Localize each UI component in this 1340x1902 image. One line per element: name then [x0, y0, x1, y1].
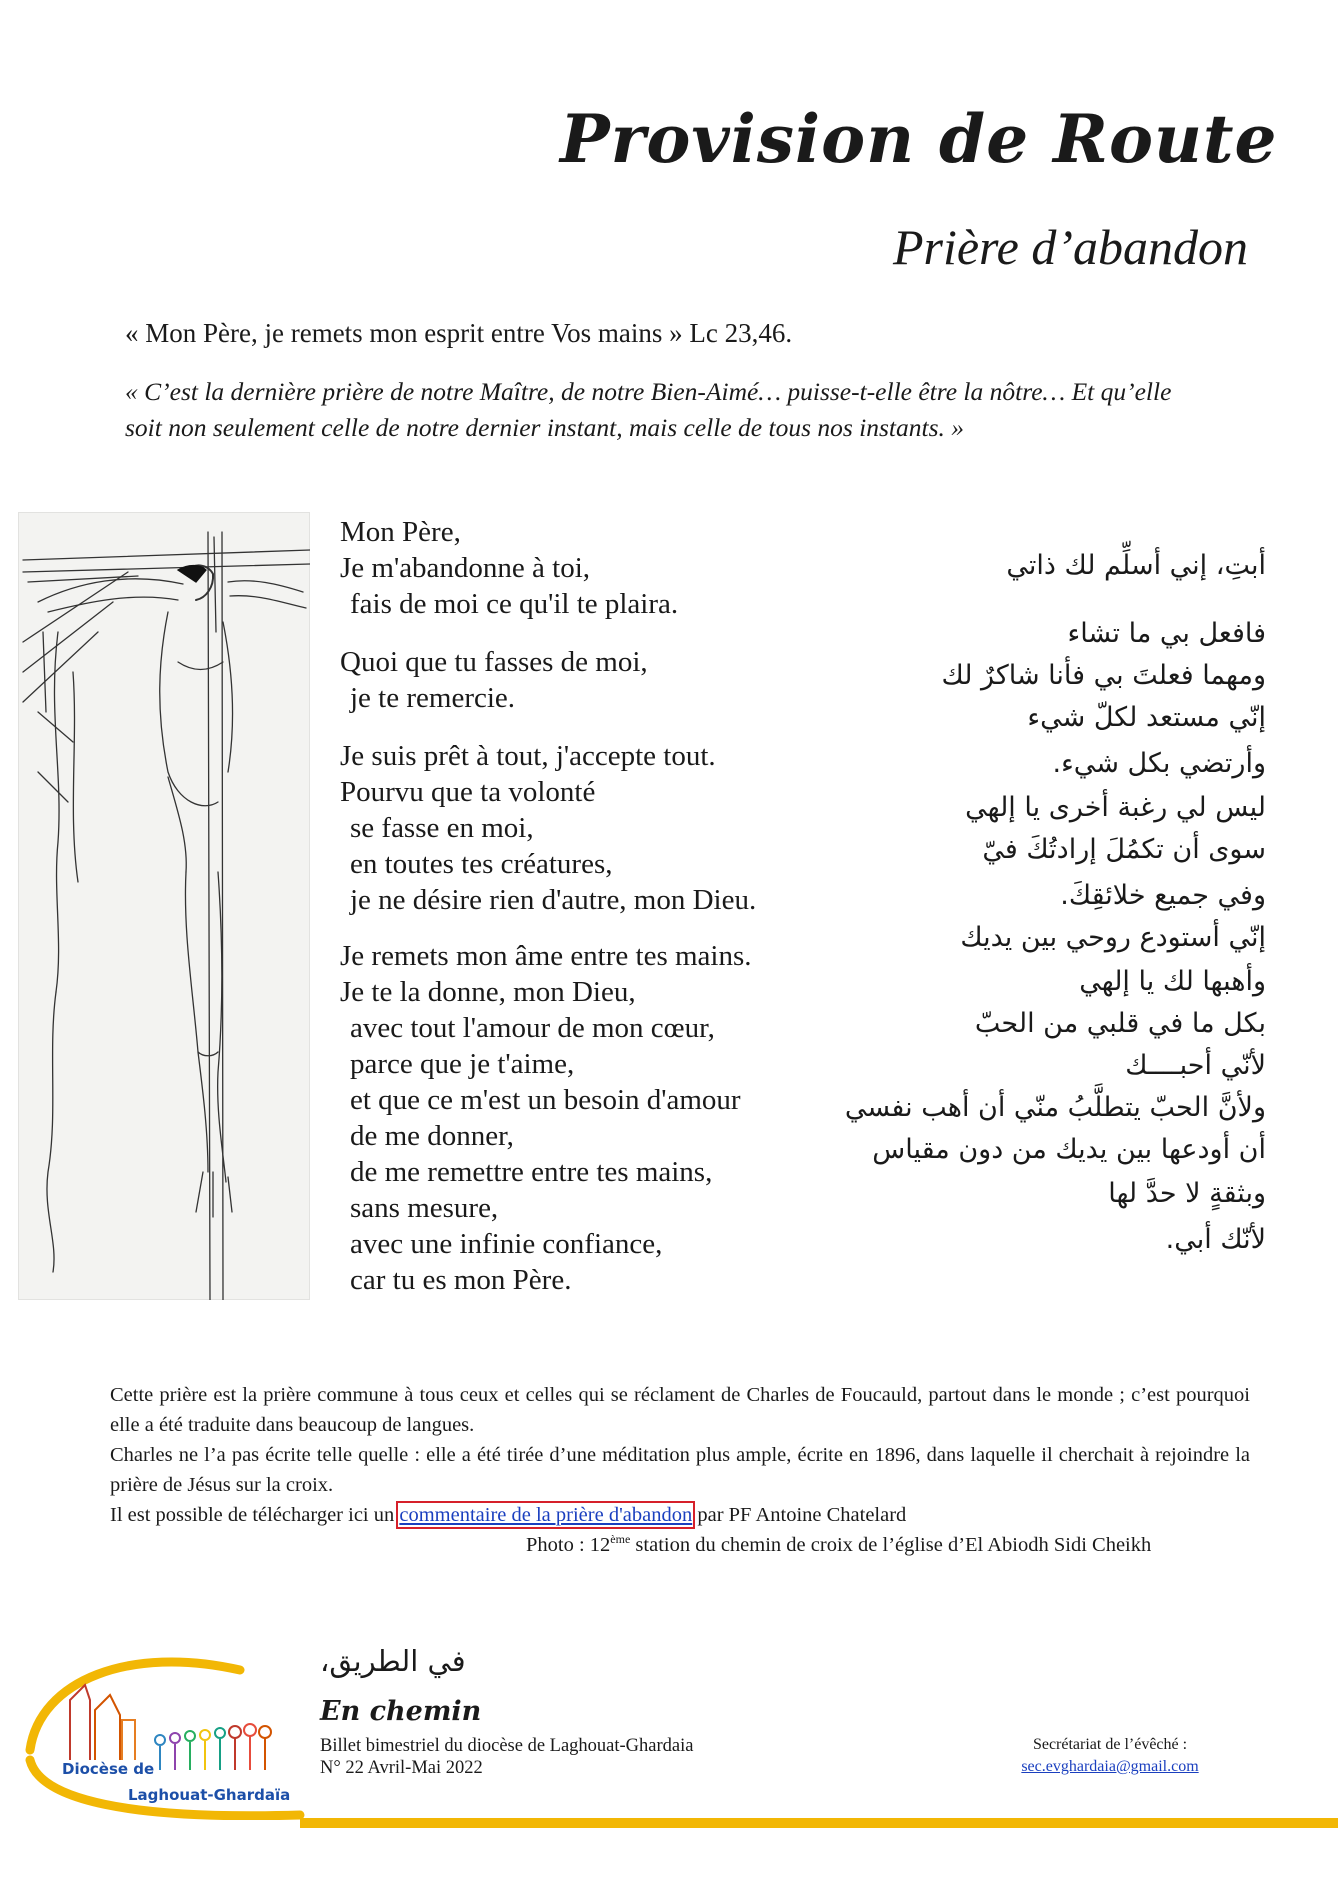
prayer-line: Je m'abandonne à toi, [340, 552, 591, 584]
commentary-download-link[interactable]: commentaire de la prière d'abandon [399, 1504, 693, 1526]
prayer-line: de me donner, [350, 1120, 514, 1152]
explanatory-notes [110, 1380, 1250, 1530]
prayer-line-ar: وبثقةٍ لا حدَّ لها [1108, 1178, 1266, 1209]
page-subtitle: Prière d’abandon [892, 219, 1248, 275]
prayer-line-ar: فافعل بي ما تشاء [1067, 618, 1266, 649]
bulletin-description: Billet bimestriel du diocèse de Laghouat-Ghardaia [320, 1736, 694, 1756]
footer-arabic-title: في الطريق، [320, 1644, 466, 1678]
prayer-line-ar: ومهما فعلتَ بي فأنا شاكرٌ لك [941, 660, 1266, 691]
page-title: Provision de Route [560, 100, 1278, 178]
prayer-line: se fasse en moi, [350, 812, 534, 844]
logo-text-line2: Laghouat-Ghardaïa [128, 1786, 291, 1804]
scripture-quote: « Mon Père, je remets mon esprit entre Vos mains » Lc 23,46. [125, 318, 793, 348]
download-line [110, 1500, 1250, 1530]
prayer-line-ar: لأنّك أبي. [1165, 1224, 1266, 1255]
prayer-line: je te remercie. [350, 682, 516, 714]
download-suffix: par PF Antoine Chatelard [692, 1504, 907, 1526]
prayer-line-ar: بكل ما في قلبي من الحبّ [974, 1008, 1266, 1039]
foucauld-quote: « C’est la dernière prière de notre Maître, de notre Bien-Aimé… puisse-t-elle être la nôtre… Et qu’elle soit non seulement celle de notre dernier instant, mais celle de tous nos instants. » [125, 377, 1172, 442]
footer-en-chemin: En chemin [320, 1696, 482, 1727]
secretariat-label: Secrétariat de l’évêché : [1032, 1736, 1188, 1753]
prayer-line: Pourvu que ta volonté [340, 776, 596, 808]
prayer-line: Je remets mon âme entre tes mains. [340, 940, 752, 972]
prayer-line: je ne désire rien d'autre, mon Dieu. [350, 884, 757, 916]
prayer-line: Mon Père, [340, 516, 461, 548]
prayer-line: Je te la donne, mon Dieu, [340, 976, 636, 1008]
prayer-line-ar: وأهبها لك يا إلهي [1079, 966, 1266, 997]
prayer-line: en toutes tes créatures, [350, 848, 613, 880]
photo-credit-suffix: station du chemin de croix de l’église d’El Abiodh Sidi Cheikh [630, 1533, 1152, 1556]
prayer-line: car tu es mon Père. [350, 1264, 572, 1296]
prayer-line: avec une infinie confiance, [350, 1228, 663, 1260]
footer-divider-bar [300, 1818, 1338, 1828]
crucifix-sketch-image [18, 512, 310, 1300]
prayer-line-ar: وفي جميع خلائقِكَ. [1060, 880, 1266, 911]
prayer-line-ar: سوى أن تكمُلَ إرادتُكَ فيّ [982, 834, 1266, 865]
prayer-line: avec tout l'amour de mon cœur, [350, 1012, 715, 1044]
prayer-line-ar: أن أودعها بين يديك من دون مقياس [872, 1134, 1266, 1165]
prayer-line: sans mesure, [350, 1192, 499, 1224]
prayer-line-ar: وأرتضي بكل شيء. [1052, 748, 1266, 779]
prayer-line-ar: إنّي مستعد لكلّ شيء [1027, 702, 1266, 733]
prayer-line-ar: أبتِ، إني أسلِّم لك ذاتي [1006, 550, 1266, 581]
prayer-line-ar: إنّي أستودع روحي بين يديك [960, 922, 1266, 953]
secretariat-email-link[interactable]: sec.evghardaia@gmail.com [1021, 1758, 1199, 1775]
prayer-line-ar: ليس لي رغبة أخرى يا إلهي [965, 792, 1266, 823]
photo-credit-superscript: ème [610, 1532, 631, 1546]
prayer-line-ar: لأنّي أحبــــك [1125, 1050, 1266, 1081]
prayer-line: Je suis prêt à tout, j'accepte tout. [340, 740, 716, 772]
bulletin-issue: N° 22 Avril-Mai 2022 [320, 1758, 483, 1778]
download-prefix: Il est possible de télécharger ici un [110, 1504, 400, 1526]
diocese-logo [10, 1640, 320, 1820]
prayer-line-ar: ولأنَّ الحبّ يتطلَّبُ منّي أن أهب نفسي [844, 1092, 1266, 1123]
prayer-line: parce que je t'aime, [350, 1048, 575, 1080]
prayer-line: et que ce m'est un besoin d'amour [350, 1084, 741, 1116]
prayer-line: fais de moi ce qu'il te plaira. [350, 588, 679, 620]
photo-credit-prefix: Photo : 12 [526, 1533, 611, 1556]
prayer-line: de me remettre entre tes mains, [350, 1156, 713, 1188]
logo-text-line1: Diocèse de [62, 1760, 155, 1778]
prayer-line: Quoi que tu fasses de moi, [340, 646, 648, 678]
note-paragraph: Charles ne l’a pas écrite telle quelle : elle a été tirée d’une méditation plus ample, écrite en 1896, dans laquelle il cherchait à rejoindre la prière de Jésus sur la croix. [110, 1444, 1250, 1496]
photo-credit [526, 1532, 1151, 1557]
note-paragraph: Cette prière est la prière commune à tous ceux et celles qui se réclament de Charles de Foucauld, partout dans le monde ; c’est pourquoi elle a été traduite dans beaucoup de langues. [110, 1384, 1250, 1436]
